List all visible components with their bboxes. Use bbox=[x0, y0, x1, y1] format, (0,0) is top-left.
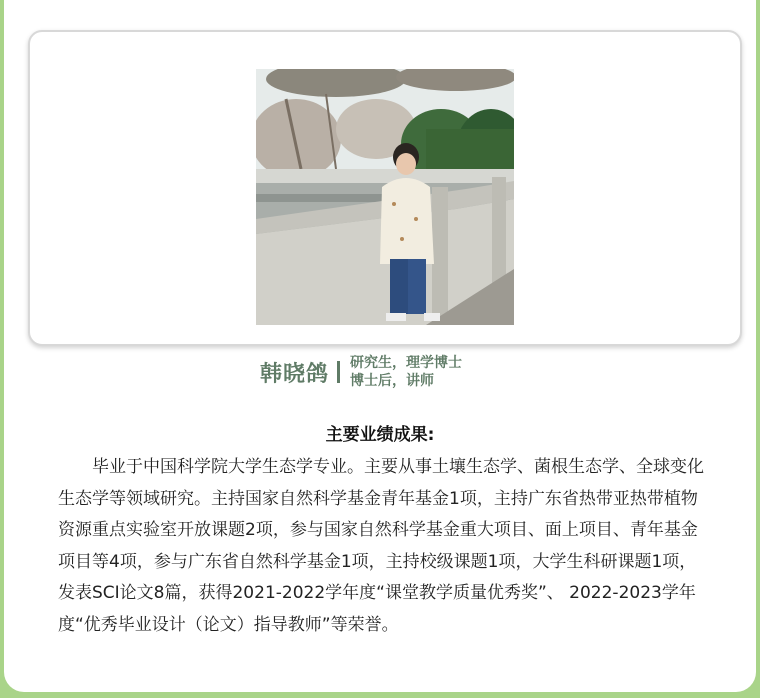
achievements-heading: 主要业绩成果: bbox=[325, 425, 435, 445]
name-row bbox=[260, 352, 462, 392]
person-titles bbox=[350, 354, 462, 390]
profile-card bbox=[4, 0, 756, 692]
title-line-2: 博士后，讲师 bbox=[350, 373, 435, 389]
achievements-text: 毕业于中国科学院大学生态学专业。主要从事土壤生态学、菌根生态学、全球变化生态学等领域研究。主持国家自然科学基金青年基金1项，主持广东省热带亚热带植物资源重点实验室开放课题2项，参与国家自然科学基金重大项目、面上项目、青年基金项目等4项，参与广东省自然科学基金1项，主持校级课题1项，大学生科研课题1项，发表SCI论文8篇，获得2021-2022学年度“课堂教学质量优秀奖”、 2022-2023学年度“优秀毕业设计（论文）指导教师”等荣誉。 bbox=[58, 457, 704, 635]
photo-frame bbox=[28, 30, 742, 346]
person-name: 韩晓鸽 bbox=[260, 361, 330, 387]
profile-photo bbox=[256, 69, 514, 325]
title-line-1: 研究生，理学博士 bbox=[350, 355, 463, 371]
name-divider bbox=[337, 361, 340, 383]
